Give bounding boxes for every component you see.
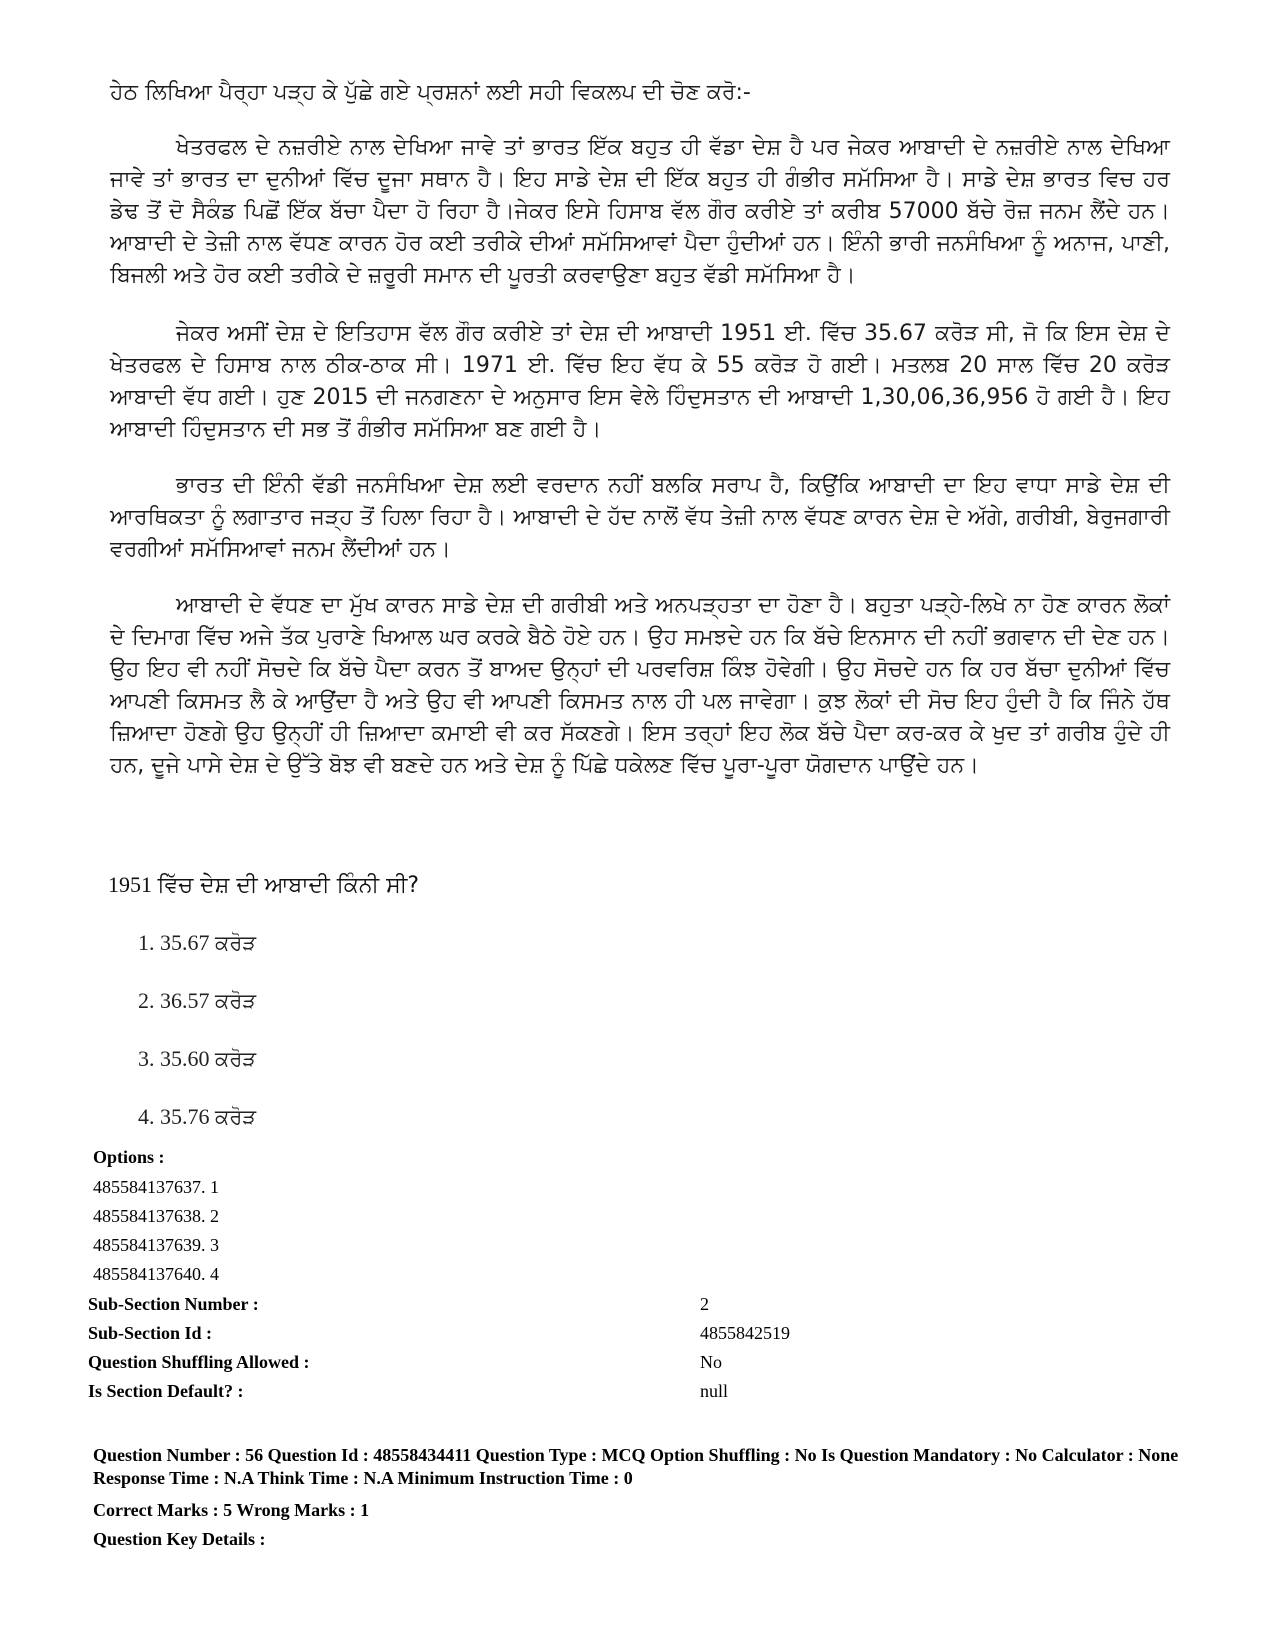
- option-id-3: 485584137639. 3: [93, 1235, 219, 1255]
- option-id-2: 485584137638. 2: [93, 1206, 219, 1226]
- option-id-4: 485584137640. 4: [93, 1264, 219, 1284]
- choice-value: 1. 35.67: [138, 930, 210, 955]
- question-key-details: Question Key Details :: [93, 1529, 266, 1549]
- choice-unit: ਕਰੋੜ: [215, 1047, 257, 1071]
- meta-value: No: [700, 1352, 722, 1372]
- option-id-1: 485584137637. 1: [93, 1177, 219, 1197]
- meta-row-subsection-id: [88, 1323, 1188, 1349]
- meta-row-shuffling-allowed: [88, 1352, 1188, 1378]
- passage-paragraph-2: ਜੇਕਰ ਅਸੀਂ ਦੇਸ਼ ਦੇ ਇਤਿਹਾਸ ਵੱਲ ਗੌਰ ਕਰੀਏ ਤਾਂ ਦੇਸ਼ ਦੀ ਆਬਾਦੀ 1951 ਈ. ਵਿੱਚ 35.67 ਕਰੋੜ ਸੀ, ਜੋ ਕਿ ਇਸ ਦੇਸ਼ ਦੇ ਖੇਤਰਫਲ ਦੇ ਹਿਸਾਬ ਨਾਲ ਠੀਕ-ਠਾਕ ਸੀ। 1971 ਈ. ਵਿੱਚ ਇਹ ਵੱਧ ਕੇ 55 ਕਰੋੜ ਹੋ ਗਈ। ਮਤਲਬ 20 ਸਾਲ ਵਿੱਚ 20 ਕਰੋੜ ਆਬਾਦੀ ਵੱਧ ਗਈ। ਹੁਣ 2015 ਦੀ ਜਨਗਣਨਾ ਦੇ ਅਨੁਸਾਰ ਇਸ ਵੇਲੇ ਹਿੰਦੁਸਤਾਨ ਦੀ ਆਬਾਦੀ 1,30,06,36,956 ਹੋ ਗਈ ਹੈ। ਇਹ ਆਬਾਦੀ ਹਿੰਦੁਸਤਾਨ ਦੀ ਸਭ ਤੋਂ ਗੰਭੀਰ ਸਮੱਸਿਆ ਬਣ ਗਈ ਹੈ।: [110, 321, 1170, 442]
- passage-paragraph-3: ਭਾਰਤ ਦੀ ਇੰਨੀ ਵੱਡੀ ਜਨਸੰਖਿਆ ਦੇਸ਼ ਲਈ ਵਰਦਾਨ ਨਹੀਂ ਬਲਕਿ ਸਰਾਪ ਹੈ, ਕਿਉਂਕਿ ਆਬਾਦੀ ਦਾ ਇਹ ਵਾਧਾ ਸਾਡੇ ਦੇਸ਼ ਦੀ ਆਰਥਿਕਤਾ ਨੂੰ ਲਗਾਤਾਰ ਜੜ੍ਹ ਤੋਂ ਹਿਲਾ ਰਿਹਾ ਹੈ। ਆਬਾਦੀ ਦੇ ਹੱਦ ਨਾਲੋਂ ਵੱਧ ਤੇਜ਼ੀ ਨਾਲ ਵੱਧਣ ਕਾਰਨ ਦੇਸ਼ ਦੇ ਅੱਗੇ, ਗਰੀਬੀ, ਬੇਰੁਜਗਾਰੀ ਵਰਗੀਆਂ ਸਮੱਸਿਆਵਾਂ ਜਨਮ ਲੈਂਦੀਆਂ ਹਨ।: [110, 473, 1170, 562]
- meta-value: 4855842519: [700, 1323, 790, 1343]
- passage-paragraph-1: ਖੇਤਰਫਲ ਦੇ ਨਜ਼ਰੀਏ ਨਾਲ ਦੇਖਿਆ ਜਾਵੇ ਤਾਂ ਭਾਰਤ ਇੱਕ ਬਹੁਤ ਹੀ ਵੱਡਾ ਦੇਸ਼ ਹੈ ਪਰ ਜੇਕਰ ਆਬਾਦੀ ਦੇ ਨਜ਼ਰੀਏ ਨਾਲ ਦੇਖਿਆ ਜਾਵੇ ਤਾਂ ਭਾਰਤ ਦਾ ਦੁਨੀਆਂ ਵਿੱਚ ਦੂਜਾ ਸਥਾਨ ਹੈ। ਇਹ ਸਾਡੇ ਦੇਸ਼ ਦੀ ਇੱਕ ਬਹੁਤ ਹੀ ਗੰਭੀਰ ਸਮੱਸਿਆ ਹੈ। ਸਾਡੇ ਦੇਸ਼ ਭਾਰਤ ਵਿਚ ਹਰ ਡੇਢ ਤੋਂ ਦੋ ਸੈਕੰਡ ਪਿਛੋਂ ਇੱਕ ਬੱਚਾ ਪੈਦਾ ਹੋ ਰਿਹਾ ਹੈ।ਜੇਕਰ ਇਸੇ ਹਿਸਾਬ ਵੱਲ ਗੌਰ ਕਰੀਏ ਤਾਂ ਕਰੀਬ 57000 ਬੱਚੇ ਰੋਜ਼ ਜਨਮ ਲੈਂਦੇ ਹਨ। ਆਬਾਦੀ ਦੇ ਤੇਜ਼ੀ ਨਾਲ ਵੱਧਣ ਕਾਰਨ ਹੋਰ ਕਈ ਤਰੀਕੇ ਦੀਆਂ ਸਮੱਸਿਆਵਾਂ ਪੈਦਾ ਹੁੰਦੀਆਂ ਹਨ। ਇੰਨੀ ਭਾਰੀ ਜਨਸੰਖਿਆ ਨੂੰ ਅਨਾਜ, ਪਾਣੀ, ਬਿਜਲੀ ਅਤੇ ਹੋਰ ਕਈ ਤਰੀਕੇ ਦੇ ਜ਼ਰੂਰੀ ਸਮਾਨ ਦੀ ਪੂਰਤੀ ਕਰਵਾਉਣਾ ਬਹੁਤ ਵੱਡੀ ਸਮੱਸਿਆ ਹੈ।: [110, 135, 1170, 288]
- question-info: Question Number : 56 Question Id : 48558434411 Question Type : MCQ Option Shuffling : No Is Question Mandatory : No Calculator : None Response Time : N.A Think Time : N.A Minimum Instruction Time : 0: [93, 1445, 1179, 1488]
- choice-2: [138, 988, 256, 1014]
- meta-value: 2: [700, 1294, 709, 1314]
- meta-value: null: [700, 1381, 729, 1401]
- meta-key: Is Section Default? :: [88, 1381, 244, 1401]
- choice-value: 4. 35.76: [138, 1104, 210, 1129]
- instruction-text: ਹੇਠ ਲਿਖਿਆ ਪੈਰ੍ਹਾ ਪੜ੍ਹ ਕੇ ਪੁੱਛੇ ਗਏ ਪ੍ਰਸ਼ਨਾਂ ਲਈ ਸਹੀ ਵਿਕਲਪ ਦੀ ਚੋਣ ਕਰੋ:-: [110, 80, 751, 105]
- meta-key: Question Shuffling Allowed :: [88, 1352, 310, 1372]
- meta-row-subsection-number: [88, 1294, 1188, 1320]
- options-heading: Options :: [93, 1147, 165, 1167]
- choice-unit: ਕਰੋੜ: [215, 989, 257, 1013]
- meta-key: Sub-Section Number :: [88, 1294, 259, 1314]
- question-body: ਵਿੱਚ ਦੇਸ਼ ਦੀ ਆਬਾਦੀ ਕਿੰਨੀ ਸੀ?: [157, 873, 420, 898]
- choice-unit: ਕਰੋੜ: [215, 931, 257, 955]
- choice-value: 2. 36.57: [138, 988, 210, 1013]
- meta-key: Sub-Section Id :: [88, 1323, 213, 1343]
- choice-3: [138, 1046, 256, 1072]
- meta-row-section-default: [88, 1381, 1188, 1407]
- choice-4: [138, 1104, 256, 1130]
- choice-unit: ਕਰੋੜ: [215, 1105, 257, 1129]
- choice-1: [138, 930, 256, 956]
- question-text: [108, 872, 419, 898]
- passage-paragraph-4: ਆਬਾਦੀ ਦੇ ਵੱਧਣ ਦਾ ਮੁੱਖ ਕਾਰਨ ਸਾਡੇ ਦੇਸ਼ ਦੀ ਗਰੀਬੀ ਅਤੇ ਅਨਪੜ੍ਹਤਾ ਦਾ ਹੋਣਾ ਹੈ। ਬਹੁਤਾ ਪੜ੍ਹੇ-ਲਿਖੇ ਨਾ ਹੋਣ ਕਾਰਨ ਲੋਕਾਂ ਦੇ ਦਿਮਾਗ ਵਿੱਚ ਅਜੇ ਤੱਕ ਪੁਰਾਣੇ ਖਿਆਲ ਘਰ ਕਰਕੇ ਬੈਠੇ ਹੋਏ ਹਨ। ਉਹ ਸਮਝਦੇ ਹਨ ਕਿ ਬੱਚੇ ਇਨਸਾਨ ਦੀ ਨਹੀਂ ਭਗਵਾਨ ਦੀ ਦੇਣ ਹਨ। ਉਹ ਇਹ ਵੀ ਨਹੀਂ ਸੋਚਦੇ ਕਿ ਬੱਚੇ ਪੈਦਾ ਕਰਨ ਤੋਂ ਬਾਅਦ ਉਨ੍ਹਾਂ ਦੀ ਪਰਵਰਿਸ਼ ਕਿੰਝ ਹੋਵੇਗੀ। ਉਹ ਸੋਚਦੇ ਹਨ ਕਿ ਹਰ ਬੱਚਾ ਦੁਨੀਆਂ ਵਿੱਚ ਆਪਣੀ ਕਿਸਮਤ ਲੈ ਕੇ ਆਉਂਦਾ ਹੈ ਅਤੇ ਉਹ ਵੀ ਆਪਣੀ ਕਿਸਮਤ ਨਾਲ ਹੀ ਪਲ ਜਾਵੇਗਾ। ਕੁਝ ਲੋਕਾਂ ਦੀ ਸੋਚ ਇਹ ਹੁੰਦੀ ਹੈ ਕਿ ਜਿੰਨੇ ਹੱਥ ਜ਼ਿਆਦਾ ਹੋਣਗੇ ਉਹ ਉਨ੍ਹੀਂ ਹੀ ਜ਼ਿਆਦਾ ਕਮਾਈ ਵੀ ਕਰ ਸੱਕਣਗੇ। ਇਸ ਤਰ੍ਹਾਂ ਇਹ ਲੋਕ ਬੱਚੇ ਪੈਦਾ ਕਰ-ਕਰ ਕੇ ਖੁਦ ਤਾਂ ਗਰੀਬ ਹੁੰਦੇ ਹੀ ਹਨ, ਦੂਜੇ ਪਾਸੇ ਦੇਸ਼ ਦੇ ਉੱਤੇ ਬੋਝ ਵੀ ਬਣਦੇ ਹਨ ਅਤੇ ਦੇਸ਼ ਨੂੰ ਪਿੱਛੇ ਧਕੇਲਣ ਵਿੱਚ ਪੂਰਾ-ਪੂਰਾ ਯੋਗਦਾਨ ਪਾਉਂਦੇ ਹਨ।: [110, 593, 1170, 778]
- choice-value: 3. 35.60: [138, 1046, 210, 1071]
- question-year: 1951: [108, 872, 152, 897]
- marks-info: Correct Marks : 5 Wrong Marks : 1: [93, 1500, 370, 1520]
